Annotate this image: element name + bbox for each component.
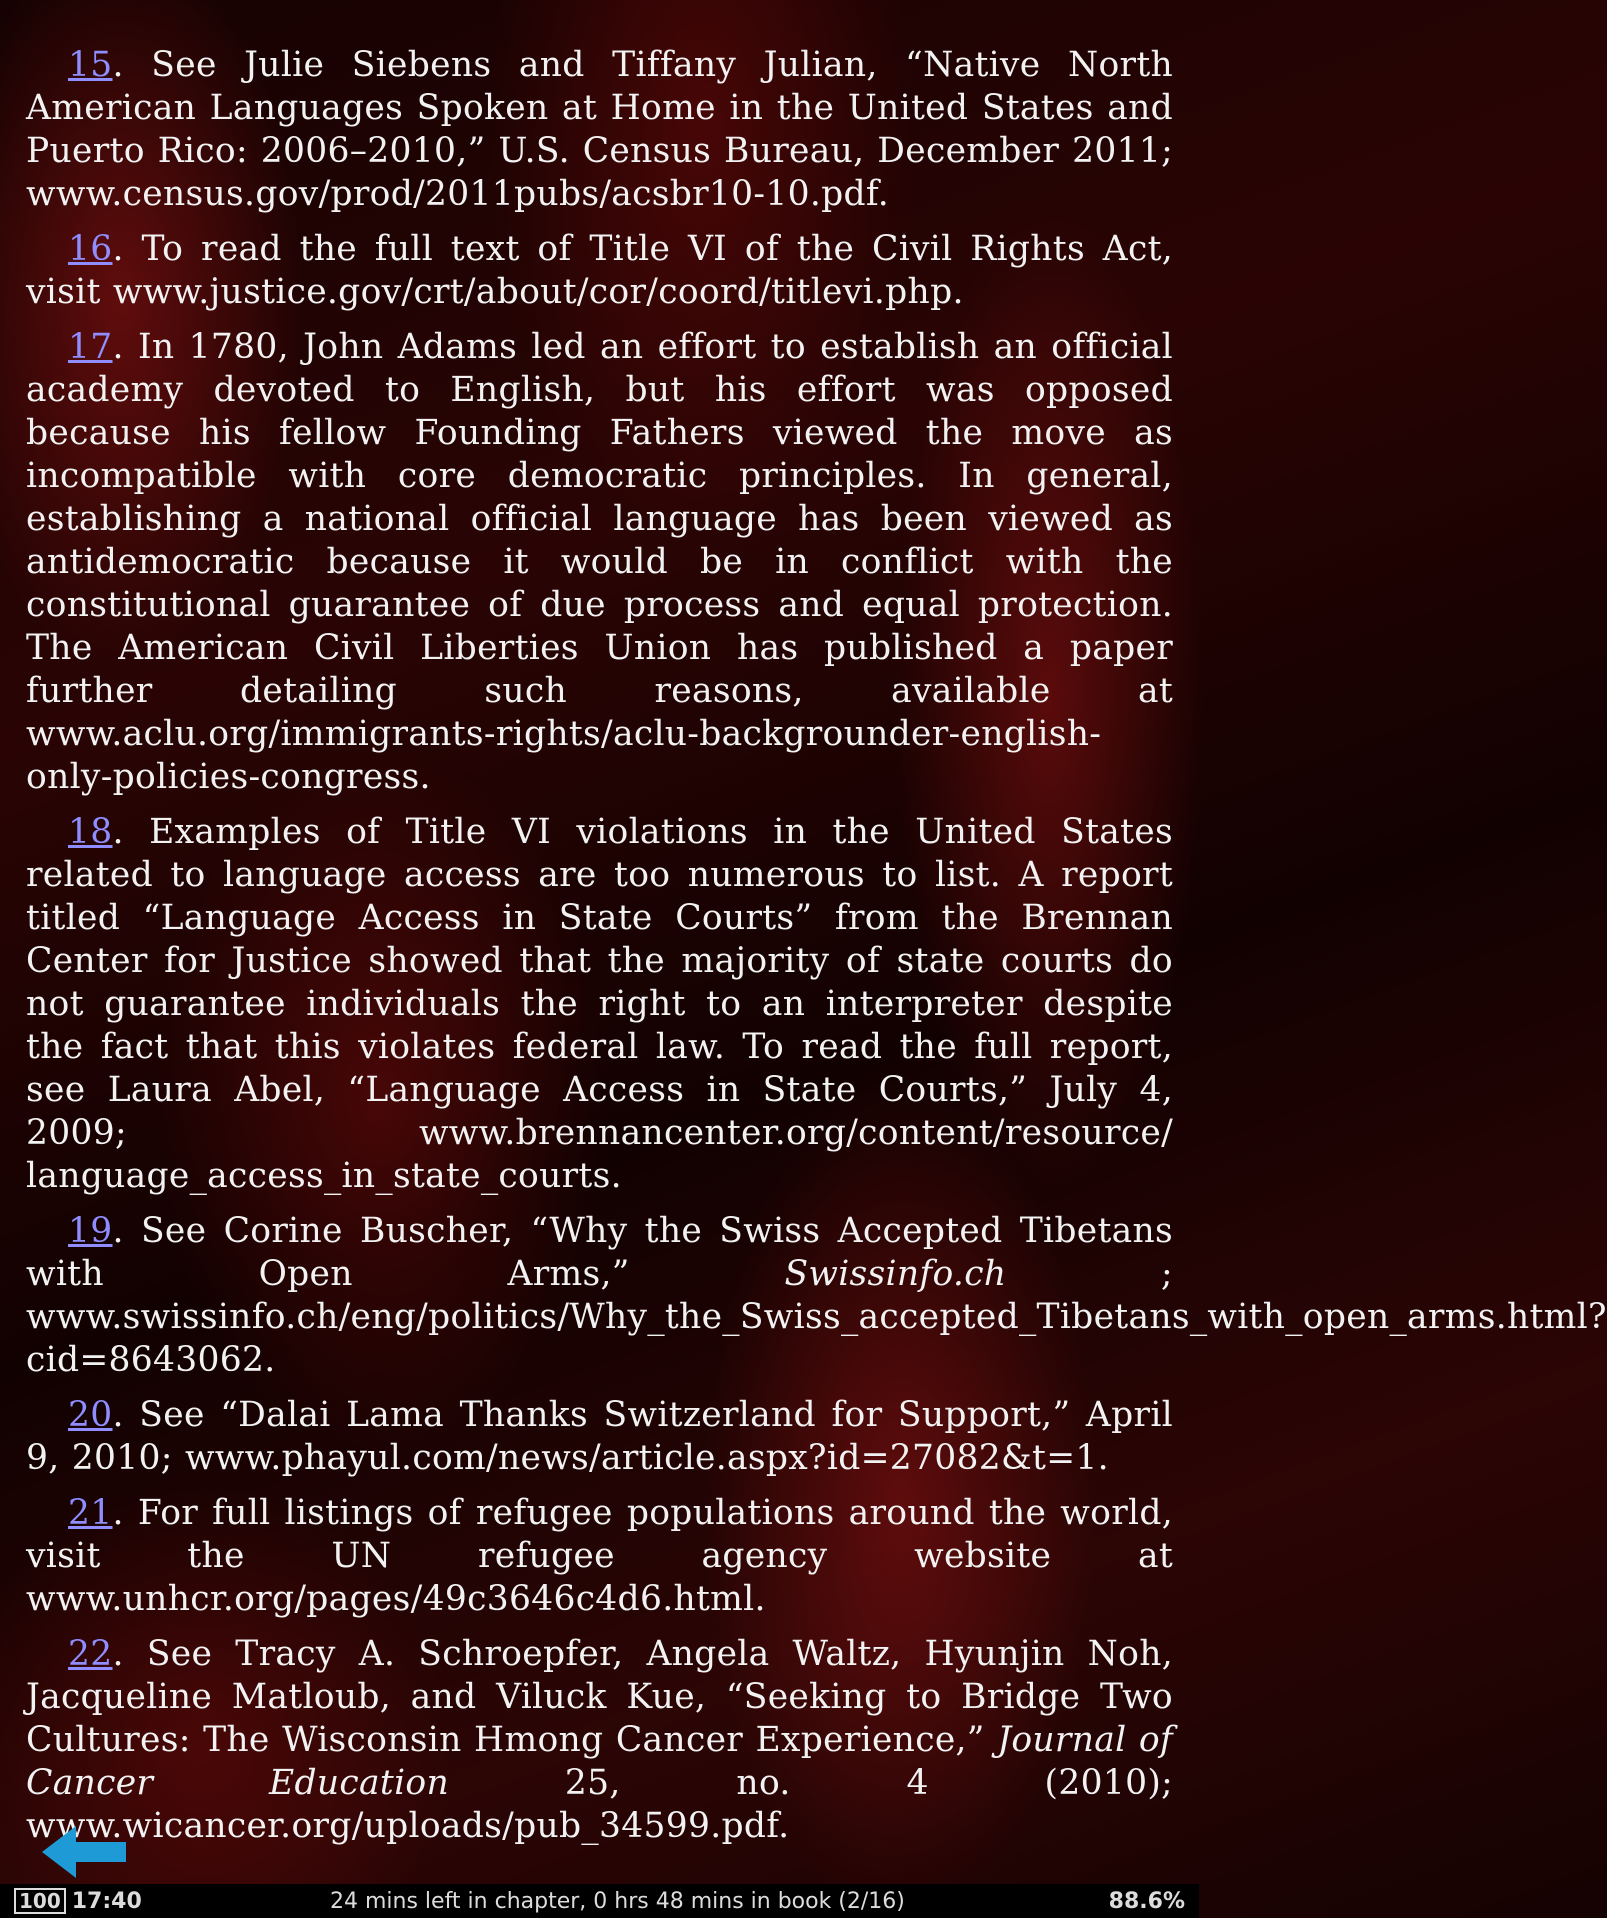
footnote [26,1210,1607,1382]
back-arrow-icon[interactable] [38,1822,130,1882]
footnote-number-link[interactable]: 20 [68,1395,113,1435]
footnote-number-link[interactable]: 22 [68,1634,113,1674]
footnote-text: 25, no. 4 (2010); www.wicancer.org/uploads/pub_34599.pdf. [26,1763,1174,1846]
footnote [26,44,1173,216]
footnote-number-link[interactable]: 18 [68,812,113,852]
footnote-text: . For full listings of refugee populations around the world, visit the UN refugee agency website at www.unhcr.org/pages/49c3646c4d6.html. [26,1493,1173,1619]
footnote-italic-text: Journal of Cancer Education [26,1720,1173,1803]
footnote-text: . To read the full text of Title VI of the Civil Rights Act, visit www.justice.gov/crt/about/cor/coord/titlevi.php. [26,229,1173,312]
book-percent: 88.6% [1108,1888,1185,1914]
footnote [26,811,1173,1198]
footnote-text: . Examples of Title VI violations in the United States related to language access are too numerous to list. A report titled “Language Access in State Courts” from the Brennan Center for Justice showed that the majority of state courts do not guarantee individuals the right to an interpreter despite the fact that this violates federal law. To read the full report, see Laura Abel, “Language Access in State Courts,” July 4, 2009; www.brennancenter.org/content/resource/ language_access_in_state_courts. [26,812,1173,1196]
battery-indicator: 100 [14,1888,66,1914]
footnote [26,1633,1173,1848]
footnotes-page [26,44,1607,1860]
footnote [26,1394,1173,1480]
footnote [26,326,1173,799]
footnote-number-link[interactable]: 15 [68,45,113,85]
clock: 17:40 [71,1888,142,1914]
footnote-text: . See Corine Buscher, “Why the Swiss Accepted Tibetans with Open Arms,” [26,1211,1173,1294]
footnote-italic-text: Swissinfo.ch [784,1254,1007,1294]
footnote-text: ; www.swissinfo.ch/eng/politics/Why_the_Swiss_accepted_Tibetans_with_open_arms.html?cid=8643062. [26,1254,1607,1380]
footnote-text: . See Julie Siebens and Tiffany Julian, “Native North American Languages Spoken at Home in the United States and Puerto Rico: 2006–2010,” U.S. Census Bureau, December 2011; www.census.gov/prod/2011pubs/acsbr10-10.pdf. [26,45,1173,214]
footnote-text: . In 1780, John Adams led an effort to establish an official academy devoted to English, but his effort was opposed because his fellow Founding Fathers viewed the move as incompatible with core democratic principles. In general, establishing a national official language has been viewed as antidemocratic because it would be in conflict with the constitutional guarantee of due process and equal protection. The American Civil Liberties Union has published a paper further detailing such reasons, available at www.aclu.org/immigrants-rights/aclu-backgrounder-english-only-policies-congress. [26,327,1173,797]
footnote-text: . See “Dalai Lama Thanks Switzerland for Support,” April 9, 2010; www.phayul.com/news/article.aspx?id=27082&t=1. [26,1395,1173,1478]
status-bar [0,1884,1199,1918]
footnote-number-link[interactable]: 21 [68,1493,113,1533]
footnote-number-link[interactable]: 17 [68,327,113,367]
footnote [26,1492,1173,1621]
footnote-text: . See Tracy A. Schroepfer, Angela Waltz, Hyunjin Noh, Jacqueline Matloub, and Viluck Kue, “Seeking to Bridge Two Cultures: The Wisconsin Hmong Cancer Experience,” [26,1634,1173,1760]
footnote [26,228,1173,314]
reading-progress-text: 24 mins left in chapter, 0 hrs 48 mins in book (2/16) [330,1888,905,1914]
footnote-number-link[interactable]: 19 [68,1211,113,1251]
footnote-number-link[interactable]: 16 [68,229,113,269]
